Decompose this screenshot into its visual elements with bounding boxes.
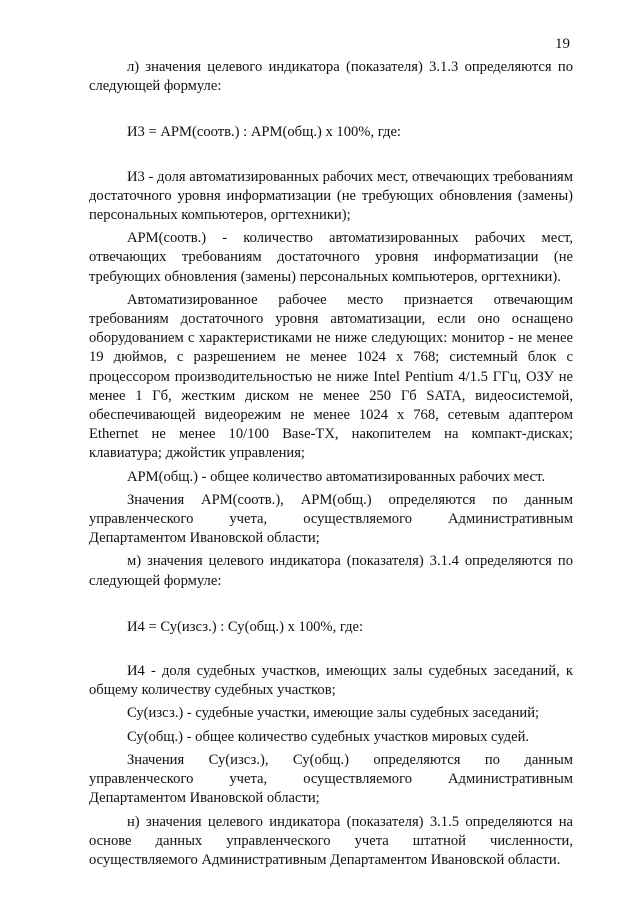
paragraph-arm-obsh-definition: АРМ(общ.) - общее количество автоматизированных рабочих мест. xyxy=(127,468,546,485)
paragraph-arm-values-source: Значения АРМ(соотв.), АРМ(общ.) определяются по данным управленческого учета, осуществляемого Административным Департаментом Ивановской области; xyxy=(89,491,573,547)
paragraph-i3-definition: И3 - доля автоматизированных рабочих мест, отвечающих требованиям достаточного уровня информатизации (не требующих обновления (замены) персональных компьютеров, оргтехники); xyxy=(89,168,573,224)
document-body xyxy=(89,58,573,870)
paragraph-i4-definition: И4 - доля судебных участков, имеющих залы судебных заседаний, к общему количеству судебных участков; xyxy=(89,663,573,699)
paragraph-su-izsz-definition: Су(изсз.) - судебные участки, имеющие залы судебных заседаний; xyxy=(127,705,540,722)
formula-i3: И3 = АРМ(соотв.) : АРМ(общ.) х 100%, где: xyxy=(127,124,401,141)
paragraph-su-obsh-definition: Су(общ.) - общее количество судебных участков мировых судей. xyxy=(127,728,530,745)
paragraph-n-intro: н) значения целевого индикатора (показателя) 3.1.5 определяются на основе данных управленческого учета штатной численности, осуществляемого Административным Департаментом Ивановской области. xyxy=(89,813,573,868)
paragraph-arm-recognition: Автоматизированное рабочее место признается отвечающим требованиям достаточного уровня автоматизации, если оно оснащено оборудованием с характеристиками не ниже следующих: монитор - не менее 19 дюймов, с разрешением не менее 1024 х 768; системный блок с процессором производительностью не ниже Intel Pentium 4/1.5 ГГц, ОЗУ не менее 1 Гб, жестким диском не менее 250 Гб SATA, видеосистемой, обеспечивающей видеорежим не менее 1024 х 768, сетевым адаптером Ethernet не менее 10/100 Base-TX, накопителем на компакт-дисках; клавиатура; джойстик управления; xyxy=(89,291,573,462)
paragraph-m-intro: м) значения целевого индикатора (показателя) 3.1.4 определяются по следующей формуле: xyxy=(89,553,573,589)
formula-i4: И4 = Су(изсз.) : Су(общ.) х 100%, где: xyxy=(127,618,364,635)
paragraph-su-values-source: Значения Су(изсз.), Су(общ.) определяются по данным управленческого учета, осуществляемого Административным Департаментом Ивановской области; xyxy=(89,751,573,807)
paragraph-l-intro: л) значения целевого индикатора (показателя) 3.1.3 определяются по следующей формуле: xyxy=(89,59,573,95)
paragraph-arm-sootv-definition: АРМ(соотв.) - количество автоматизированных рабочих мест, отвечающих требованиям достаточного уровня информатизации (не требующих обновления (замены) персональных компьютеров, оргтехники). xyxy=(89,230,573,285)
page-number: 19 xyxy=(555,36,570,52)
